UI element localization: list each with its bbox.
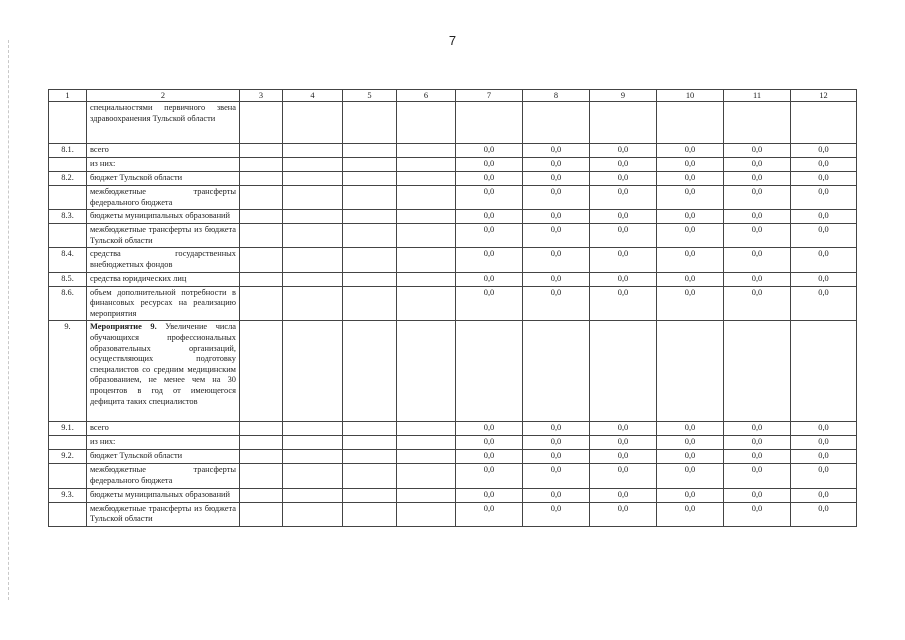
value-cell: 0,0 [791,464,857,488]
value-cell: 0,0 [456,272,523,286]
value-cell: 0,0 [456,488,523,502]
row-description: бюджеты муниципальных образований [87,488,240,502]
value-cell: 0,0 [724,422,791,436]
value-cell: 0,0 [523,450,590,464]
row-description: всего [87,144,240,158]
table-row [49,436,857,450]
value-cell: 0,0 [590,158,657,172]
budget-table [48,89,857,527]
empty-cell [283,436,343,450]
row-number: 9.2. [49,450,87,464]
empty-cell [343,436,397,450]
empty-cell [343,464,397,488]
empty-cell [240,436,283,450]
value-cell: 0,0 [456,186,523,210]
empty-cell [343,488,397,502]
value-cell: 0,0 [456,286,523,321]
value-cell: 0,0 [791,286,857,321]
empty-cell [283,488,343,502]
row-number [49,224,87,248]
empty-cell [283,144,343,158]
row-number [49,464,87,488]
row-description: из них: [87,436,240,450]
value-cell: 0,0 [456,248,523,272]
empty-cell [343,248,397,272]
value-cell [523,321,590,422]
value-cell: 0,0 [657,464,724,488]
table-row [49,321,857,422]
value-cell: 0,0 [724,488,791,502]
value-cell: 0,0 [590,464,657,488]
value-cell [523,102,590,144]
table-row [49,102,857,144]
table-row [49,144,857,158]
value-cell: 0,0 [523,224,590,248]
value-cell: 0,0 [456,172,523,186]
row-number [49,502,87,526]
column-header: 9 [590,90,657,102]
value-cell: 0,0 [791,158,857,172]
empty-cell [343,321,397,422]
column-header: 6 [397,90,456,102]
empty-cell [343,272,397,286]
value-cell: 0,0 [523,436,590,450]
value-cell: 0,0 [456,158,523,172]
column-number-row [49,90,857,102]
value-cell: 0,0 [590,144,657,158]
table-row [49,488,857,502]
value-cell: 0,0 [523,422,590,436]
row-number: 8.3. [49,210,87,224]
table-row [49,158,857,172]
value-cell: 0,0 [590,210,657,224]
table-row [49,422,857,436]
value-cell [657,102,724,144]
empty-cell [283,422,343,436]
empty-cell [343,450,397,464]
value-cell: 0,0 [791,436,857,450]
empty-cell [240,502,283,526]
table-row [49,272,857,286]
value-cell: 0,0 [456,144,523,158]
empty-cell [240,488,283,502]
row-description: бюджеты муниципальных образований [87,210,240,224]
empty-cell [240,224,283,248]
value-cell [791,321,857,422]
column-header: 4 [283,90,343,102]
value-cell: 0,0 [590,422,657,436]
empty-cell [343,210,397,224]
value-cell: 0,0 [657,248,724,272]
value-cell [724,102,791,144]
empty-cell [397,422,456,436]
value-cell: 0,0 [523,144,590,158]
empty-cell [283,321,343,422]
value-cell: 0,0 [456,224,523,248]
measure-title: Мероприятие 9. [90,322,157,332]
value-cell: 0,0 [657,422,724,436]
value-cell: 0,0 [523,488,590,502]
row-number: 8.5. [49,272,87,286]
value-cell: 0,0 [657,488,724,502]
value-cell: 0,0 [724,186,791,210]
value-cell: 0,0 [590,186,657,210]
table-body [49,90,857,527]
column-header: 2 [87,90,240,102]
row-number: 9.1. [49,422,87,436]
table-row [49,502,857,526]
value-cell: 0,0 [456,450,523,464]
empty-cell [397,172,456,186]
value-cell: 0,0 [456,422,523,436]
value-cell: 0,0 [523,286,590,321]
value-cell: 0,0 [523,248,590,272]
row-description: межбюджетные трансферты федерального бюджета [87,186,240,210]
value-cell: 0,0 [657,502,724,526]
value-cell: 0,0 [724,436,791,450]
value-cell: 0,0 [791,488,857,502]
empty-cell [240,248,283,272]
value-cell: 0,0 [590,286,657,321]
value-cell: 0,0 [724,286,791,321]
value-cell: 0,0 [657,436,724,450]
row-number [49,436,87,450]
row-description [87,321,240,422]
empty-cell [283,286,343,321]
empty-cell [283,158,343,172]
empty-cell [397,450,456,464]
value-cell: 0,0 [791,144,857,158]
empty-cell [397,321,456,422]
empty-cell [397,464,456,488]
value-cell: 0,0 [590,488,657,502]
empty-cell [343,144,397,158]
value-cell: 0,0 [590,224,657,248]
empty-cell [397,144,456,158]
value-cell: 0,0 [590,248,657,272]
empty-cell [283,502,343,526]
row-description: из них: [87,158,240,172]
row-number [49,186,87,210]
row-number: 9.3. [49,488,87,502]
value-cell: 0,0 [523,464,590,488]
empty-cell [397,186,456,210]
value-cell [657,321,724,422]
column-header: 7 [456,90,523,102]
value-cell [590,102,657,144]
row-number: 9. [49,321,87,422]
empty-cell [283,224,343,248]
empty-cell [343,286,397,321]
empty-cell [397,248,456,272]
value-cell: 0,0 [724,450,791,464]
empty-cell [343,224,397,248]
page-number: 7 [448,33,457,48]
empty-cell [343,186,397,210]
value-cell: 0,0 [590,436,657,450]
row-description: специальностями первичного звена здравоохранения Тульской области [87,102,240,144]
empty-cell [240,102,283,144]
empty-cell [397,502,456,526]
column-header: 10 [657,90,724,102]
value-cell: 0,0 [657,286,724,321]
column-header: 12 [791,90,857,102]
empty-cell [240,186,283,210]
value-cell: 0,0 [724,464,791,488]
empty-cell [397,272,456,286]
row-number: 8.1. [49,144,87,158]
value-cell: 0,0 [523,186,590,210]
empty-cell [283,248,343,272]
empty-cell [397,488,456,502]
column-header: 5 [343,90,397,102]
row-description: всего [87,422,240,436]
value-cell [456,321,523,422]
column-header: 1 [49,90,87,102]
value-cell: 0,0 [791,172,857,186]
empty-cell [240,286,283,321]
value-cell: 0,0 [523,172,590,186]
value-cell: 0,0 [791,224,857,248]
row-number [49,158,87,172]
row-description: бюджет Тульской области [87,450,240,464]
value-cell: 0,0 [657,144,724,158]
value-cell: 0,0 [791,186,857,210]
empty-cell [343,172,397,186]
empty-cell [283,102,343,144]
row-number: 8.2. [49,172,87,186]
empty-cell [283,450,343,464]
value-cell: 0,0 [657,210,724,224]
value-cell: 0,0 [523,502,590,526]
empty-cell [343,502,397,526]
value-cell: 0,0 [456,436,523,450]
value-cell: 0,0 [724,144,791,158]
table-row [49,286,857,321]
empty-cell [343,158,397,172]
empty-cell [240,450,283,464]
empty-cell [283,186,343,210]
table-row [49,450,857,464]
empty-cell [240,422,283,436]
empty-cell [240,321,283,422]
value-cell: 0,0 [724,502,791,526]
row-number [49,102,87,144]
table-row [49,172,857,186]
value-cell: 0,0 [724,224,791,248]
value-cell: 0,0 [523,158,590,172]
value-cell: 0,0 [791,450,857,464]
empty-cell [397,102,456,144]
empty-cell [397,436,456,450]
value-cell: 0,0 [724,272,791,286]
empty-cell [397,286,456,321]
value-cell [724,321,791,422]
empty-cell [240,158,283,172]
empty-cell [283,272,343,286]
measure-text: Увеличение числа обучающихся профессиональных образовательных организаций, осуществляющих подготовку специалистов со средним медицинским образованием, не менее чем на 30 процентов в год от имеющегося дефицита таких специалистов [90,322,237,406]
value-cell: 0,0 [657,172,724,186]
value-cell: 0,0 [456,502,523,526]
empty-cell [283,172,343,186]
empty-cell [240,272,283,286]
value-cell: 0,0 [724,172,791,186]
value-cell: 0,0 [657,224,724,248]
value-cell: 0,0 [657,272,724,286]
value-cell [590,321,657,422]
value-cell: 0,0 [657,158,724,172]
row-description: объем дополнительной потребности в финансовых ресурсах на реализацию мероприятия [87,286,240,321]
column-header: 11 [724,90,791,102]
row-description: межбюджетные трансферты из бюджета Тульской области [87,502,240,526]
table-row [49,464,857,488]
empty-cell [343,422,397,436]
empty-cell [240,172,283,186]
value-cell: 0,0 [724,158,791,172]
value-cell: 0,0 [791,272,857,286]
column-header: 8 [523,90,590,102]
value-cell: 0,0 [791,422,857,436]
scan-edge-mark [8,40,9,600]
value-cell: 0,0 [791,210,857,224]
value-cell: 0,0 [724,248,791,272]
row-number: 8.6. [49,286,87,321]
row-description: межбюджетные трансферты федерального бюджета [87,464,240,488]
value-cell: 0,0 [657,186,724,210]
column-header: 3 [240,90,283,102]
value-cell: 0,0 [590,172,657,186]
value-cell: 0,0 [590,450,657,464]
value-cell [791,102,857,144]
value-cell: 0,0 [791,502,857,526]
value-cell: 0,0 [523,272,590,286]
value-cell: 0,0 [590,502,657,526]
empty-cell [283,210,343,224]
table-row [49,248,857,272]
row-number: 8.4. [49,248,87,272]
value-cell: 0,0 [791,248,857,272]
row-description: средства юридических лиц [87,272,240,286]
table-row [49,210,857,224]
empty-cell [240,464,283,488]
empty-cell [343,102,397,144]
row-description: межбюджетные трансферты из бюджета Тульской области [87,224,240,248]
value-cell: 0,0 [456,210,523,224]
value-cell: 0,0 [590,272,657,286]
row-description: бюджет Тульской области [87,172,240,186]
empty-cell [397,210,456,224]
empty-cell [240,210,283,224]
table-row [49,186,857,210]
empty-cell [283,464,343,488]
value-cell: 0,0 [657,450,724,464]
value-cell: 0,0 [523,210,590,224]
table-row [49,224,857,248]
value-cell [456,102,523,144]
value-cell: 0,0 [456,464,523,488]
empty-cell [397,158,456,172]
row-description: средства государственных внебюджетных фондов [87,248,240,272]
empty-cell [240,144,283,158]
value-cell: 0,0 [724,210,791,224]
empty-cell [397,224,456,248]
